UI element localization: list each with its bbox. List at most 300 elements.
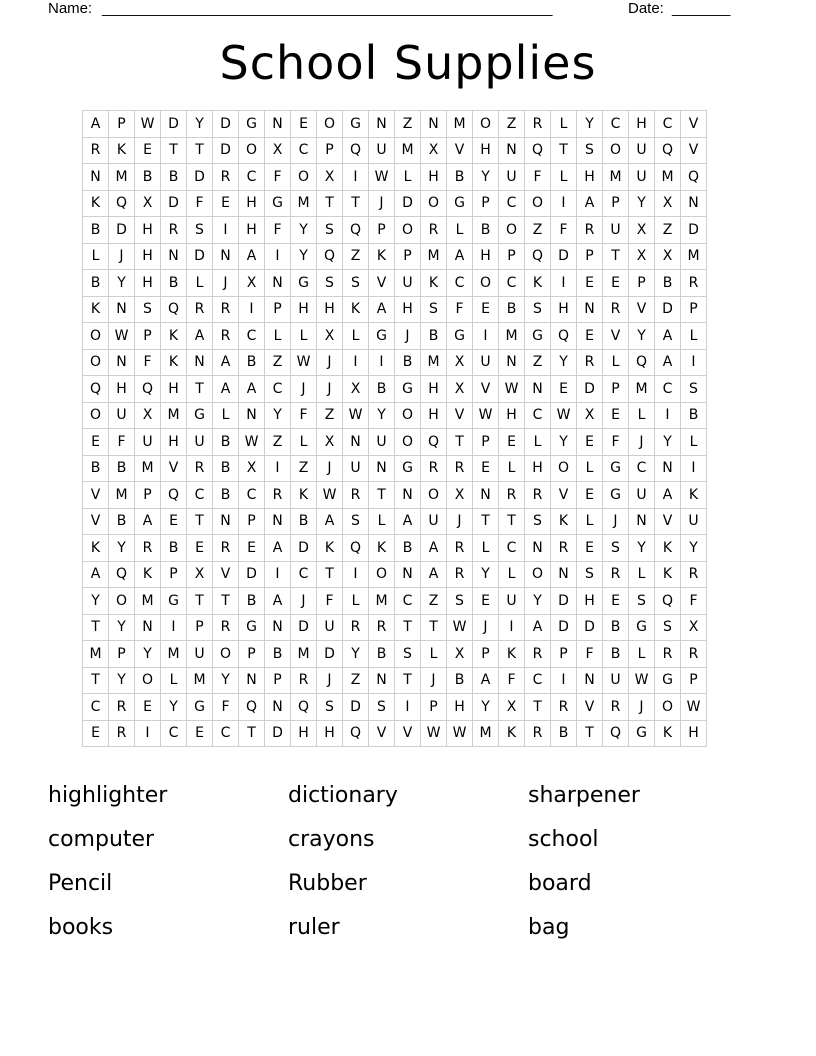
grid-cell: E <box>83 720 109 747</box>
grid-cell: L <box>499 561 525 588</box>
grid-cell: Z <box>317 402 343 429</box>
grid-cell: Z <box>265 429 291 456</box>
grid-cell: R <box>369 614 395 641</box>
grid-cell: J <box>317 376 343 403</box>
grid-cell: E <box>551 376 577 403</box>
grid-cell: R <box>213 535 239 562</box>
grid-row <box>83 720 707 747</box>
grid-cell: V <box>655 508 681 535</box>
grid-cell: R <box>265 482 291 509</box>
grid-cell: X <box>447 482 473 509</box>
grid-cell: H <box>551 296 577 323</box>
grid-cell: V <box>447 137 473 164</box>
grid-cell: K <box>421 270 447 297</box>
grid-cell: A <box>213 349 239 376</box>
grid-cell: N <box>577 667 603 694</box>
grid-cell: H <box>161 429 187 456</box>
grid-cell: H <box>239 190 265 217</box>
grid-cell: E <box>83 429 109 456</box>
grid-cell: X <box>239 270 265 297</box>
grid-cell: K <box>343 296 369 323</box>
grid-cell: U <box>187 641 213 668</box>
grid-cell: F <box>213 694 239 721</box>
grid-cell: R <box>187 455 213 482</box>
grid-cell: N <box>395 482 421 509</box>
grid-cell: T <box>317 561 343 588</box>
grid-cell: X <box>629 217 655 244</box>
grid-cell: Z <box>525 217 551 244</box>
grid-cell: D <box>291 535 317 562</box>
grid-cell: E <box>213 190 239 217</box>
grid-cell: X <box>135 402 161 429</box>
grid-cell: A <box>395 508 421 535</box>
grid-cell: H <box>135 217 161 244</box>
grid-cell: U <box>499 588 525 615</box>
grid-cell: F <box>681 588 707 615</box>
grid-cell: B <box>369 641 395 668</box>
grid-cell: M <box>83 641 109 668</box>
grid-cell: Q <box>83 376 109 403</box>
grid-cell: O <box>83 323 109 350</box>
grid-cell: R <box>421 455 447 482</box>
grid-cell: X <box>421 137 447 164</box>
grid-cell: S <box>525 508 551 535</box>
grid-cell: G <box>447 323 473 350</box>
grid-cell: K <box>369 243 395 270</box>
grid-cell: S <box>577 137 603 164</box>
grid-cell: P <box>265 296 291 323</box>
grid-cell: M <box>109 482 135 509</box>
grid-cell: X <box>447 349 473 376</box>
grid-cell: B <box>161 535 187 562</box>
grid-cell: U <box>343 455 369 482</box>
word-search-grid <box>82 110 707 747</box>
grid-cell: I <box>655 402 681 429</box>
grid-cell: N <box>421 111 447 138</box>
grid-cell: D <box>161 190 187 217</box>
grid-cell: H <box>135 270 161 297</box>
grid-cell: Y <box>109 535 135 562</box>
grid-cell: Y <box>551 429 577 456</box>
grid-cell: R <box>291 667 317 694</box>
grid-cell: G <box>395 376 421 403</box>
grid-cell: H <box>421 402 447 429</box>
grid-cell: M <box>655 164 681 191</box>
grid-cell: H <box>577 164 603 191</box>
grid-cell: D <box>291 614 317 641</box>
grid-row <box>83 323 707 350</box>
grid-cell: L <box>343 323 369 350</box>
word-list-item: crayons <box>288 827 375 852</box>
grid-cell: E <box>187 720 213 747</box>
grid-cell: V <box>213 561 239 588</box>
word-list-item: ruler <box>288 915 340 940</box>
grid-cell: P <box>473 641 499 668</box>
grid-cell: D <box>213 137 239 164</box>
grid-cell: Y <box>577 111 603 138</box>
grid-cell: B <box>655 270 681 297</box>
grid-cell: N <box>525 376 551 403</box>
grid-cell: W <box>317 482 343 509</box>
grid-cell: A <box>239 243 265 270</box>
grid-cell: G <box>629 614 655 641</box>
grid-cell: C <box>291 561 317 588</box>
grid-cell: F <box>291 402 317 429</box>
grid-cell: I <box>265 561 291 588</box>
grid-cell: W <box>499 376 525 403</box>
grid-cell: S <box>525 296 551 323</box>
grid-cell: U <box>187 429 213 456</box>
grid-cell: Q <box>629 349 655 376</box>
grid-cell: R <box>213 323 239 350</box>
grid-cell: B <box>83 455 109 482</box>
word-list-item: board <box>528 871 592 896</box>
grid-cell: C <box>499 190 525 217</box>
grid-cell: M <box>629 376 655 403</box>
grid-cell: Y <box>109 667 135 694</box>
grid-cell: N <box>395 561 421 588</box>
grid-row <box>83 429 707 456</box>
grid-cell: Q <box>655 588 681 615</box>
grid-cell: C <box>499 535 525 562</box>
grid-cell: B <box>161 270 187 297</box>
grid-cell: B <box>239 588 265 615</box>
grid-cell: D <box>551 243 577 270</box>
grid-cell: I <box>395 694 421 721</box>
grid-cell: B <box>395 349 421 376</box>
grid-cell: M <box>291 641 317 668</box>
grid-cell: R <box>447 535 473 562</box>
grid-cell: L <box>187 270 213 297</box>
grid-cell: N <box>655 455 681 482</box>
grid-cell: X <box>317 429 343 456</box>
grid-cell: H <box>317 296 343 323</box>
grid-cell: E <box>161 508 187 535</box>
grid-cell: H <box>473 243 499 270</box>
grid-cell: T <box>447 429 473 456</box>
grid-cell: X <box>317 323 343 350</box>
grid-cell: S <box>317 694 343 721</box>
grid-cell: S <box>343 508 369 535</box>
grid-cell: E <box>603 270 629 297</box>
grid-cell: U <box>109 402 135 429</box>
grid-cell: P <box>109 111 135 138</box>
grid-cell: E <box>603 588 629 615</box>
grid-cell: F <box>109 429 135 456</box>
grid-cell: N <box>473 482 499 509</box>
grid-cell: M <box>109 164 135 191</box>
word-list-item: Rubber <box>288 871 367 896</box>
grid-cell: I <box>239 296 265 323</box>
grid-cell: H <box>109 376 135 403</box>
grid-cell: Q <box>681 164 707 191</box>
grid-cell: D <box>395 190 421 217</box>
grid-cell: M <box>161 641 187 668</box>
grid-cell: N <box>213 508 239 535</box>
grid-cell: O <box>239 137 265 164</box>
grid-cell: H <box>681 720 707 747</box>
grid-cell: T <box>499 508 525 535</box>
grid-cell: D <box>577 376 603 403</box>
grid-cell: G <box>603 482 629 509</box>
grid-cell: Z <box>655 217 681 244</box>
grid-cell: P <box>473 190 499 217</box>
grid-cell: M <box>161 402 187 429</box>
grid-cell: C <box>239 482 265 509</box>
grid-cell: R <box>187 296 213 323</box>
grid-cell: L <box>83 243 109 270</box>
grid-cell: D <box>187 243 213 270</box>
grid-cell: N <box>369 455 395 482</box>
grid-cell: D <box>161 111 187 138</box>
grid-row <box>83 190 707 217</box>
grid-cell: E <box>291 111 317 138</box>
grid-cell: Y <box>161 694 187 721</box>
grid-row <box>83 349 707 376</box>
grid-cell: S <box>317 270 343 297</box>
grid-cell: Z <box>265 349 291 376</box>
grid-cell: H <box>447 694 473 721</box>
grid-cell: P <box>317 137 343 164</box>
grid-cell: L <box>291 429 317 456</box>
grid-cell: Z <box>525 349 551 376</box>
grid-cell: T <box>395 667 421 694</box>
grid-cell: G <box>369 323 395 350</box>
grid-cell: H <box>473 137 499 164</box>
grid-cell: B <box>473 217 499 244</box>
grid-cell: V <box>369 720 395 747</box>
grid-cell: N <box>265 508 291 535</box>
header <box>48 0 748 20</box>
grid-cell: R <box>603 296 629 323</box>
grid-cell: Q <box>135 376 161 403</box>
grid-cell: U <box>421 508 447 535</box>
grid-cell: X <box>655 243 681 270</box>
page-title: School Supplies <box>219 36 597 90</box>
grid-cell: T <box>473 508 499 535</box>
grid-cell: B <box>109 455 135 482</box>
grid-cell: B <box>213 429 239 456</box>
grid-cell: G <box>239 111 265 138</box>
grid-cell: M <box>421 349 447 376</box>
grid-cell: R <box>421 217 447 244</box>
grid-cell: U <box>603 667 629 694</box>
grid-cell: Q <box>655 137 681 164</box>
grid-cell: G <box>525 323 551 350</box>
grid-cell: N <box>265 270 291 297</box>
word-list-item: computer <box>48 827 155 852</box>
grid-cell: Q <box>239 694 265 721</box>
grid-cell: J <box>629 694 655 721</box>
grid-cell: Q <box>109 561 135 588</box>
grid-cell: I <box>265 455 291 482</box>
grid-cell: H <box>161 376 187 403</box>
grid-cell: E <box>603 402 629 429</box>
grid-cell: O <box>603 137 629 164</box>
grid-cell: H <box>135 243 161 270</box>
grid-cell: L <box>577 455 603 482</box>
grid-cell: L <box>629 402 655 429</box>
grid-cell: W <box>551 402 577 429</box>
grid-cell: H <box>629 111 655 138</box>
grid-cell: T <box>161 137 187 164</box>
grid-cell: R <box>213 296 239 323</box>
grid-cell: R <box>603 561 629 588</box>
grid-cell: V <box>395 720 421 747</box>
grid-cell: X <box>187 561 213 588</box>
grid-cell: T <box>369 482 395 509</box>
grid-cell: P <box>187 614 213 641</box>
grid-cell: Q <box>343 535 369 562</box>
grid-cell: A <box>265 588 291 615</box>
grid-cell: R <box>551 535 577 562</box>
grid-cell: A <box>187 323 213 350</box>
grid-cell: Z <box>499 111 525 138</box>
grid-cell: J <box>395 323 421 350</box>
grid-cell: L <box>395 164 421 191</box>
grid-cell: R <box>525 482 551 509</box>
grid-cell: Q <box>551 323 577 350</box>
grid-cell: T <box>603 243 629 270</box>
grid-cell: I <box>681 455 707 482</box>
grid-cell: K <box>655 561 681 588</box>
grid-row <box>83 694 707 721</box>
grid-cell: O <box>473 111 499 138</box>
grid-row <box>83 588 707 615</box>
grid-cell: U <box>629 164 655 191</box>
grid-cell: L <box>551 111 577 138</box>
grid-row <box>83 376 707 403</box>
grid-cell: J <box>421 667 447 694</box>
grid-cell: Y <box>551 349 577 376</box>
grid-cell: J <box>291 376 317 403</box>
grid-cell: R <box>551 694 577 721</box>
grid-cell: R <box>577 217 603 244</box>
date-label: Date: <box>628 0 664 17</box>
grid-cell: U <box>629 482 655 509</box>
grid-cell: U <box>369 137 395 164</box>
grid-cell: R <box>681 561 707 588</box>
grid-cell: Q <box>603 720 629 747</box>
grid-cell: J <box>603 508 629 535</box>
grid-cell: G <box>239 614 265 641</box>
grid-cell: X <box>681 614 707 641</box>
grid-cell: P <box>369 217 395 244</box>
grid-cell: T <box>187 508 213 535</box>
grid-cell: B <box>291 508 317 535</box>
grid-cell: O <box>369 561 395 588</box>
grid-cell: N <box>265 614 291 641</box>
grid-cell: F <box>135 349 161 376</box>
grid-cell: N <box>213 243 239 270</box>
grid-cell: I <box>343 164 369 191</box>
grid-cell: B <box>603 614 629 641</box>
grid-cell: G <box>655 667 681 694</box>
grid-cell: K <box>499 641 525 668</box>
grid-cell: N <box>239 667 265 694</box>
grid-cell: O <box>525 190 551 217</box>
grid-cell: U <box>473 349 499 376</box>
grid-cell: I <box>473 323 499 350</box>
grid-cell: B <box>213 482 239 509</box>
grid-cell: J <box>473 614 499 641</box>
grid-cell: B <box>395 535 421 562</box>
grid-cell: H <box>317 720 343 747</box>
grid-cell: N <box>83 164 109 191</box>
grid-cell: R <box>109 694 135 721</box>
grid-cell: J <box>213 270 239 297</box>
grid-cell: Y <box>109 270 135 297</box>
grid-cell: I <box>551 270 577 297</box>
grid-cell: N <box>369 667 395 694</box>
grid-cell: W <box>421 720 447 747</box>
word-list-item: Pencil <box>48 871 113 896</box>
grid-cell: N <box>109 296 135 323</box>
grid-cell: Q <box>291 694 317 721</box>
grid-cell: R <box>213 614 239 641</box>
grid-cell: B <box>135 164 161 191</box>
grid-cell: F <box>265 164 291 191</box>
grid-cell: B <box>499 296 525 323</box>
grid-cell: A <box>265 535 291 562</box>
grid-cell: R <box>343 482 369 509</box>
grid-cell: S <box>629 588 655 615</box>
grid-cell: C <box>655 111 681 138</box>
grid-cell: R <box>681 270 707 297</box>
grid-cell: E <box>499 429 525 456</box>
grid-cell: B <box>161 164 187 191</box>
grid-cell: X <box>265 137 291 164</box>
grid-cell: L <box>161 667 187 694</box>
grid-cell: X <box>447 641 473 668</box>
grid-cell: X <box>655 190 681 217</box>
grid-cell: A <box>239 376 265 403</box>
grid-cell: A <box>369 296 395 323</box>
grid-cell: T <box>577 720 603 747</box>
grid-cell: O <box>655 694 681 721</box>
grid-cell: Y <box>655 429 681 456</box>
grid-cell: J <box>447 508 473 535</box>
grid-cell: K <box>161 323 187 350</box>
grid-cell: B <box>551 720 577 747</box>
grid-cell: S <box>317 217 343 244</box>
grid-cell: W <box>109 323 135 350</box>
grid-cell: T <box>525 694 551 721</box>
grid-cell: N <box>109 349 135 376</box>
grid-cell: A <box>525 614 551 641</box>
grid-cell: W <box>473 402 499 429</box>
grid-cell: R <box>577 349 603 376</box>
grid-cell: H <box>499 402 525 429</box>
grid-cell: U <box>395 270 421 297</box>
grid-cell: G <box>395 455 421 482</box>
grid-cell: J <box>317 455 343 482</box>
grid-cell: U <box>681 508 707 535</box>
grid-cell: Y <box>681 535 707 562</box>
grid-cell: W <box>239 429 265 456</box>
grid-cell: D <box>681 217 707 244</box>
grid-cell: T <box>187 137 213 164</box>
grid-cell: R <box>525 720 551 747</box>
grid-cell: C <box>265 376 291 403</box>
grid-cell: D <box>187 164 213 191</box>
grid-cell: J <box>291 588 317 615</box>
grid-row <box>83 243 707 270</box>
grid-cell: L <box>577 508 603 535</box>
grid-cell: L <box>629 641 655 668</box>
grid-cell: W <box>343 402 369 429</box>
grid-cell: V <box>603 323 629 350</box>
